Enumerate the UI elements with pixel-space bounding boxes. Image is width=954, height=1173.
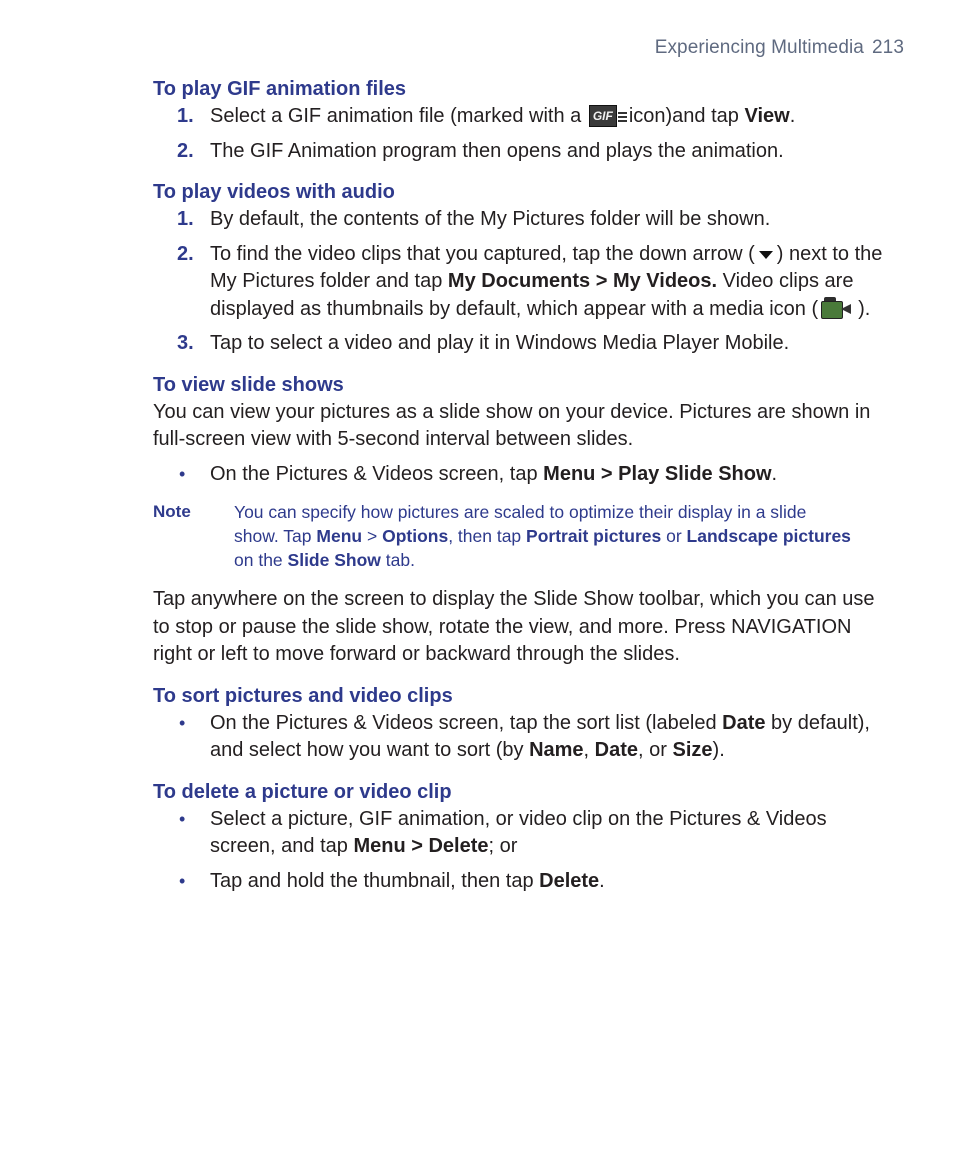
bullet-text: Tap and hold the thumbnail, then tap [210, 869, 534, 892]
section-videos [153, 179, 883, 358]
bullet-bold: Menu > Play Slide Show [543, 462, 772, 485]
step-bold: View [744, 105, 790, 127]
step-number: 3. [177, 332, 194, 354]
sort-bullet [153, 710, 883, 765]
bullet-text: On the Pictures & Videos screen, tap the sort list (labeled [210, 711, 717, 734]
note-run: tab. [385, 550, 415, 570]
bullet-bold: Date [722, 711, 766, 734]
bullet-bold: Name [529, 739, 584, 761]
note-run: > [366, 526, 378, 546]
bullet-text: . [771, 462, 778, 485]
bullet: • [179, 808, 186, 829]
gif-step-2 [153, 138, 883, 166]
bullet-text: On the Pictures & Videos screen, tap [210, 462, 538, 485]
note-bold: Portrait pictures [526, 526, 662, 546]
note-run: or [666, 526, 682, 546]
video-media-icon [821, 299, 855, 319]
step-text: Video clips are displayed as thumbnails by default, which appear with a media icon ( [210, 270, 854, 320]
note-run: You can specify how pictures are scaled to optimize their display in a slide show. Tap [234, 502, 807, 546]
delete-bullet-1 [153, 806, 883, 861]
header-title: Experiencing Multimedia [654, 37, 864, 58]
slides-bullets [153, 461, 883, 489]
gif-icon-label: GIF [589, 105, 617, 127]
bullet-text: ). [712, 739, 725, 761]
step-text: The GIF Animation program then opens and plays the animation. [210, 139, 784, 162]
bullet: • [179, 870, 186, 891]
page-header [655, 37, 904, 59]
step-text: Select a GIF animation file (marked with a [210, 105, 582, 127]
delete-bullet-2 [153, 868, 883, 896]
section-sort [153, 683, 883, 765]
note-bold: Options [382, 526, 449, 546]
gif-step-1 [153, 103, 883, 131]
delete-bullets [153, 806, 883, 896]
slides-intro: You can view your pictures as a slide show on your device. Pictures are shown in full-screen view with 5-second interval between slides. [153, 400, 871, 450]
bullet-bold: Menu > Delete [353, 835, 489, 857]
note-bold: Menu [316, 526, 363, 546]
step-number: 1. [177, 105, 194, 127]
gif-steps [153, 103, 883, 165]
section-delete [153, 779, 883, 896]
video-step-2 [153, 241, 883, 324]
step-text: ). [858, 297, 871, 320]
note-block [153, 500, 883, 572]
step-text: Tap to select a video and play it in Windows Media Player Mobile. [210, 332, 790, 354]
bullet-text: Select a picture, GIF animation, or video clip on the Pictures & Videos screen, and tap [210, 807, 827, 857]
note-bold: Landscape pictures [686, 526, 851, 546]
note-bold: Slide Show [287, 550, 381, 570]
section-gif [153, 76, 883, 165]
step-text: By default, the contents of the My Pictures folder will be shown. [210, 208, 771, 230]
bullet-text: . [599, 869, 605, 892]
bullet-bold: Delete [539, 869, 600, 892]
bullet-bold: Date [594, 739, 639, 761]
section-slides [153, 372, 883, 669]
note-run: on the [234, 550, 283, 570]
bullet-text: , [583, 739, 590, 761]
bullet-bold: Size [672, 739, 713, 761]
bullet-text: , or [638, 739, 667, 761]
page-content [153, 76, 883, 909]
heading-delete: To delete a picture or video clip [153, 780, 452, 803]
note-label: Note [153, 502, 191, 521]
step-number: 2. [177, 139, 194, 162]
slides-bullet [153, 461, 883, 489]
step-bold: My Documents > My Videos. [447, 270, 718, 292]
toolbar-paragraph: Tap anywhere on the screen to display the Slide Show toolbar, which you can use to stop or pause the slide show, rotate the view, and more. Press NAVIGATION right or left to move forward or backward through the slides. [153, 588, 875, 665]
sort-bullets [153, 710, 883, 765]
heading-gif: To play GIF animation files [153, 78, 406, 100]
step-number: 1. [177, 208, 194, 230]
heading-sort: To sort pictures and video clips [153, 684, 453, 707]
bullet-text: ; or [488, 835, 518, 857]
step-number: 2. [177, 242, 194, 265]
note-text [234, 500, 854, 572]
step-text: icon)and tap [628, 105, 739, 127]
bullet: • [179, 463, 186, 484]
heading-slides: To view slide shows [153, 373, 344, 396]
gif-file-icon [589, 104, 627, 126]
bullet-text: by default), and select how you want to sort (by [210, 711, 870, 761]
video-steps [153, 206, 883, 358]
video-step-3 [153, 330, 883, 358]
step-text: . [789, 105, 796, 127]
note-run: , then tap [448, 526, 522, 546]
bullet: • [179, 712, 186, 733]
page-number: 213 [871, 37, 904, 58]
video-step-1 [153, 206, 883, 234]
heading-videos: To play videos with audio [153, 181, 395, 203]
down-arrow-icon [759, 251, 773, 259]
step-text: To find the video clips that you captured, tap the down arrow ( [210, 242, 755, 265]
step-text: ) next to the My Pictures folder and tap [210, 242, 883, 292]
